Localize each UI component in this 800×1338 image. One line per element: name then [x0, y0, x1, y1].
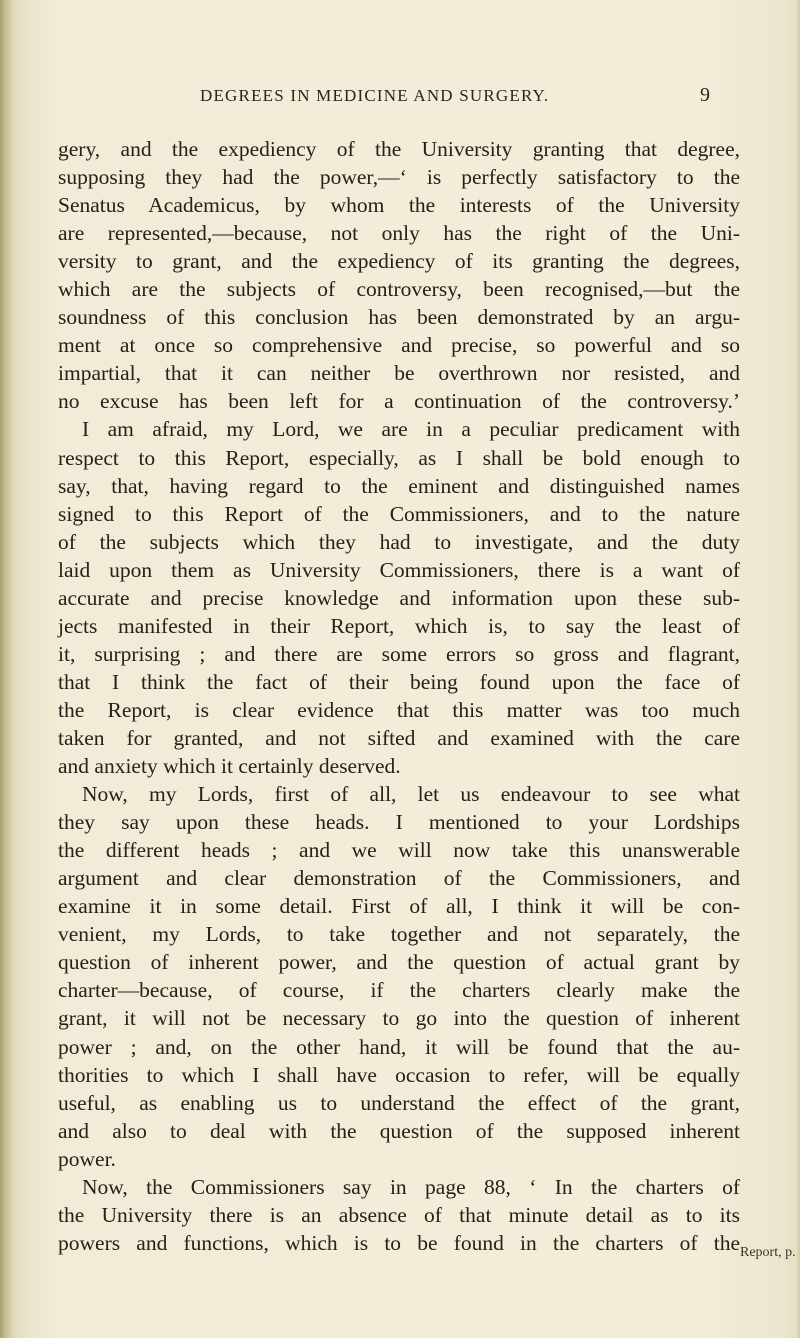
body-text	[58, 135, 740, 1257]
text-line: venient, my Lords, to take together and not separately, the	[58, 922, 740, 947]
text-line: powers and functions, which is to be found in the charters of the	[58, 1230, 740, 1255]
running-title: DEGREES IN MEDICINE AND SURGERY.	[200, 86, 550, 105]
text-line: versity to grant, and the expediency of its granting the degrees,	[58, 249, 740, 274]
text-line: signed to this Report of the Commissioners, and to the nature	[58, 501, 740, 526]
text-line: charter—because, of course, if the charters clearly make the	[58, 978, 740, 1003]
text-line: I am afraid, my Lord, we are in a peculiar predicament with	[82, 417, 740, 442]
text-line: it, surprising ; and there are some errors so gross and flagrant,	[58, 641, 740, 666]
text-line: Senatus Academicus, by whom the interests of the University	[58, 193, 740, 218]
text-line: and anxiety which it certainly deserved.	[58, 754, 401, 779]
text-line: jects manifested in their Report, which is, to say the least of	[58, 613, 740, 638]
text-line: are represented,—because, not only has the right of the Uni-	[58, 221, 740, 246]
text-line: power.	[58, 1146, 116, 1171]
text-line: respect to this Report, especially, as I shall be bold enough to	[58, 445, 740, 470]
text-line: Now, my Lords, first of all, let us endeavour to see what	[82, 782, 740, 807]
text-line: laid upon them as University Commissioners, there is a want of	[58, 557, 740, 582]
text-line: the different heads ; and we will now take this unanswerable	[58, 838, 740, 863]
page-number: 9	[700, 84, 710, 106]
text-line: that I think the fact of their being found upon the face of	[58, 669, 740, 694]
text-line: Now, the Commissioners say in page 88, ‘ In the charters of	[82, 1174, 740, 1199]
text-line: of the subjects which they had to investigate, and the duty	[58, 529, 740, 554]
text-line: no excuse has been left for a continuation of the controversy.’	[58, 389, 740, 414]
margin-note: Report, p.	[740, 1245, 796, 1260]
text-line: question of inherent power, and the question of actual grant by	[58, 950, 740, 975]
text-line: argument and clear demonstration of the Commissioners, and	[58, 866, 740, 891]
text-line: soundness of this conclusion has been demonstrated by an argu-	[58, 305, 740, 330]
text-line: grant, it will not be necessary to go into the question of inherent	[58, 1006, 740, 1031]
text-line: the Report, is clear evidence that this matter was too much	[58, 697, 740, 722]
text-line: thorities to which I shall have occasion to refer, will be equally	[58, 1062, 740, 1087]
page-edge	[796, 0, 800, 1338]
text-line: supposing they had the power,—‘ is perfectly satisfactory to the	[58, 165, 740, 190]
text-line: gery, and the expediency of the University granting that degree,	[58, 137, 740, 161]
text-line: and also to deal with the question of the supposed inherent	[58, 1118, 740, 1143]
text-line: impartial, that it can neither be overthrown nor resisted, and	[58, 361, 740, 386]
text-line: they say upon these heads. I mentioned to your Lordships	[58, 810, 740, 835]
text-line: taken for granted, and not sifted and examined with the care	[58, 725, 740, 750]
text-line: examine it in some detail. First of all, I think it will be con-	[58, 894, 740, 919]
text-line: useful, as enabling us to understand the effect of the grant,	[58, 1090, 740, 1115]
page-binding-shadow	[0, 0, 14, 1338]
text-line: power ; and, on the other hand, it will be found that the au-	[58, 1034, 740, 1059]
text-line: the University there is an absence of that minute detail as to its	[58, 1202, 740, 1227]
text-line: ment at once so comprehensive and precise, so powerful and so	[58, 333, 740, 358]
text-line: say, that, having regard to the eminent and distinguished names	[58, 473, 740, 498]
text-line: which are the subjects of controversy, been recognised,—but the	[58, 277, 740, 302]
text-line: accurate and precise knowledge and information upon these sub-	[58, 585, 740, 610]
